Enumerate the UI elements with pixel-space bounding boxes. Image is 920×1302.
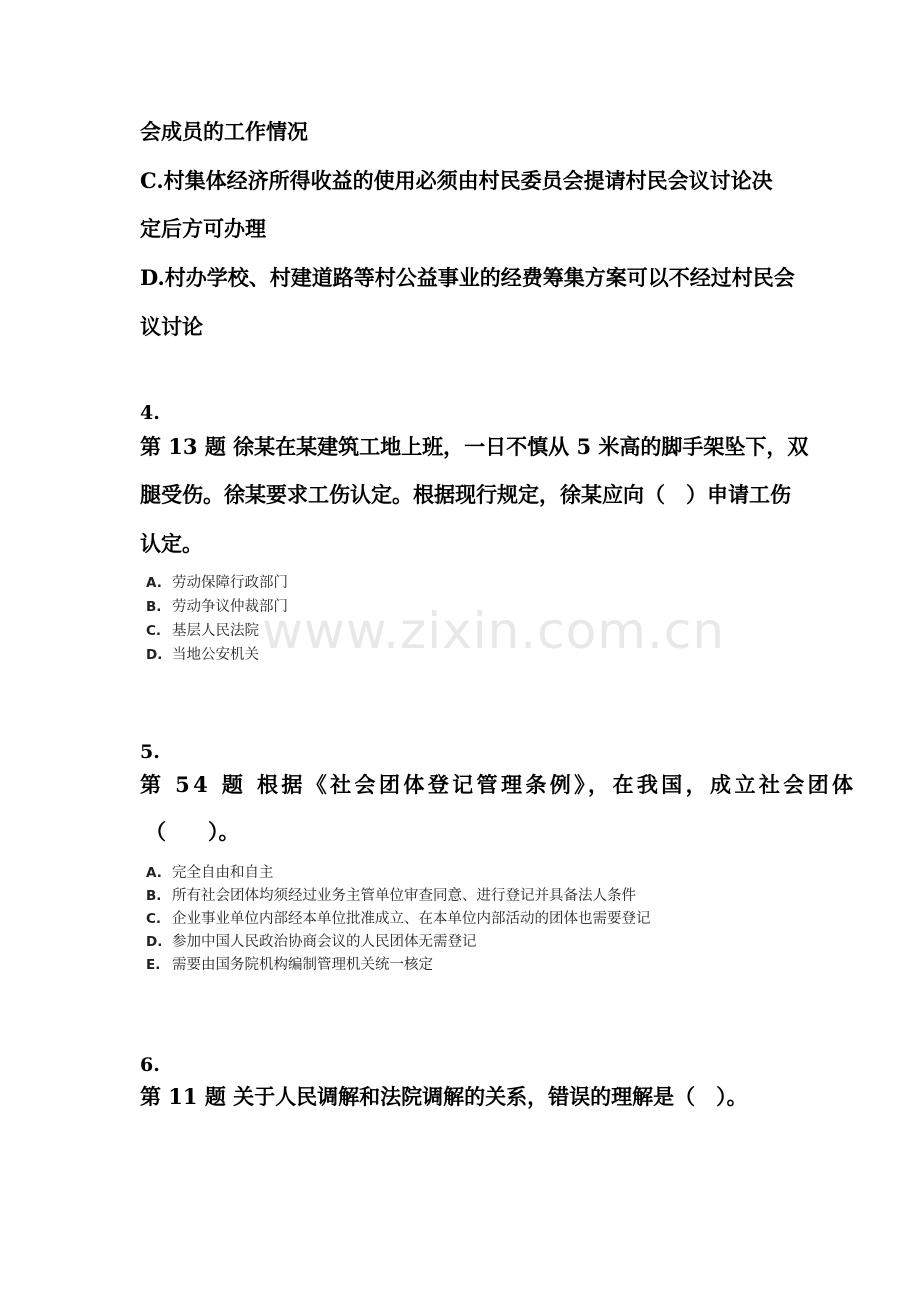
question-4-option [146, 645, 259, 665]
question-6-stem-line1: 第 11 题 关于人民调解和法院调解的关系，错误的理解是（ ）。 [140, 1084, 748, 1109]
option-d-line2: 议讨论 [140, 314, 203, 339]
question-5-stem-line1: 第 54 题 根据《社会团体登记管理条例》，在我国，成立社会团体 [140, 772, 857, 797]
option-text: 劳动争议仲裁部门 [172, 599, 288, 615]
option-key: C. [146, 623, 162, 639]
option-text: 需要由国务院机构编制管理机关统一核定 [172, 957, 433, 973]
option-key: B. [146, 888, 162, 904]
option-text: 所有社会团体均须经过业务主管单位审查同意、进行登记并具备法人条件 [172, 888, 636, 904]
option-text: 完全自由和自主 [172, 865, 274, 881]
question-6-number: 6. [140, 1054, 160, 1076]
option-key: E. [146, 957, 161, 973]
option-key: A. [146, 575, 162, 591]
question-4-number: 4. [140, 402, 160, 424]
question-4-stem-line1: 第 13 题 徐某在某建筑工地上班，一日不慎从 5 米高的脚手架坠下，双 [140, 434, 809, 459]
option-text: 劳动保障行政部门 [172, 575, 288, 591]
option-text: 当地公安机关 [172, 647, 259, 663]
question-5-number: 5. [140, 741, 160, 763]
option-key: D. [146, 647, 163, 663]
watermark: www.zixin.com.cn [262, 602, 726, 660]
option-text: 基层人民法院 [172, 623, 259, 639]
option-text: 参加中国人民政治协商会议的人民团体无需登记 [172, 934, 477, 950]
option-key: C. [146, 911, 162, 927]
question-4-option [146, 597, 288, 617]
question-5-option [146, 886, 636, 906]
question-4-option [146, 573, 288, 593]
option-key: A. [146, 865, 162, 881]
option-key: B. [146, 599, 162, 615]
question-5-stem-line2: （ ）。 [145, 819, 240, 844]
question-4-stem-line2: 腿受伤。徐某要求工伤认定。根据现行规定，徐某应向（ ）申请工伤 [140, 482, 791, 507]
option-key: D. [146, 934, 163, 950]
option-c-line2: 定后方可办理 [140, 216, 266, 241]
option-text: 企业事业单位内部经本单位批准成立、在本单位内部活动的团体也需要登记 [172, 911, 651, 927]
question-5-option [146, 863, 274, 883]
question-4-option [146, 621, 259, 641]
question-5-option [146, 932, 477, 952]
option-c-line1: C.村集体经济所得收益的使用必须由村民委员会提请村民会议讨论决 [140, 168, 773, 193]
question-5-option [146, 955, 433, 975]
option-d-line1: D.村办学校、村建道路等村公益事业的经费筹集方案可以不经过村民会 [140, 265, 795, 290]
question-5-option [146, 909, 651, 929]
continuation-line: 会成员的工作情况 [140, 119, 308, 144]
question-4-stem-line3: 认定。 [140, 531, 203, 556]
